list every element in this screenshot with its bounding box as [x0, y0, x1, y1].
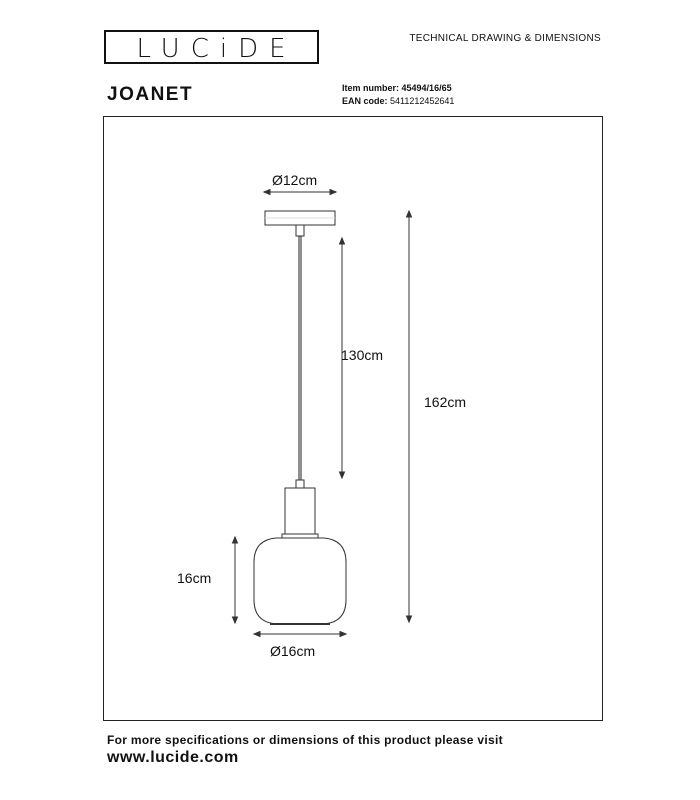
cable-grip-top: [296, 225, 304, 236]
glass-shade: [254, 538, 346, 624]
shade-height-line: [233, 537, 238, 623]
total-height-line: [407, 211, 412, 622]
brand-logo-text: LUCiDE: [136, 34, 297, 64]
shade-diameter-line: [254, 632, 346, 637]
cable-grip-bottom: [296, 480, 304, 488]
item-number-label: Item number:: [342, 83, 400, 93]
lamp-holder: [285, 488, 315, 536]
canopy-diameter-label: Ø12cm: [272, 172, 318, 188]
total-height-label: 162cm: [424, 394, 467, 410]
ean-code-value: 5411212452641: [390, 96, 455, 106]
holder-collar: [282, 534, 318, 538]
ean-code-label: EAN code:: [342, 96, 388, 106]
document-type-label: TECHNICAL DRAWING & DIMENSIONS: [409, 33, 601, 44]
canopy-diameter-line: [264, 190, 336, 195]
shade-diameter-label: Ø16cm: [270, 643, 316, 659]
footer-note: For more specifications or dimensions of this product please visit: [107, 733, 503, 747]
cable-length-label: 130cm: [341, 347, 384, 363]
footer-url-link[interactable]: www.lucide.com: [107, 749, 239, 766]
shade-height-label: 16cm: [177, 570, 212, 586]
product-name: JOANET: [107, 84, 194, 105]
item-number-value: 45494/16/65: [401, 83, 452, 93]
